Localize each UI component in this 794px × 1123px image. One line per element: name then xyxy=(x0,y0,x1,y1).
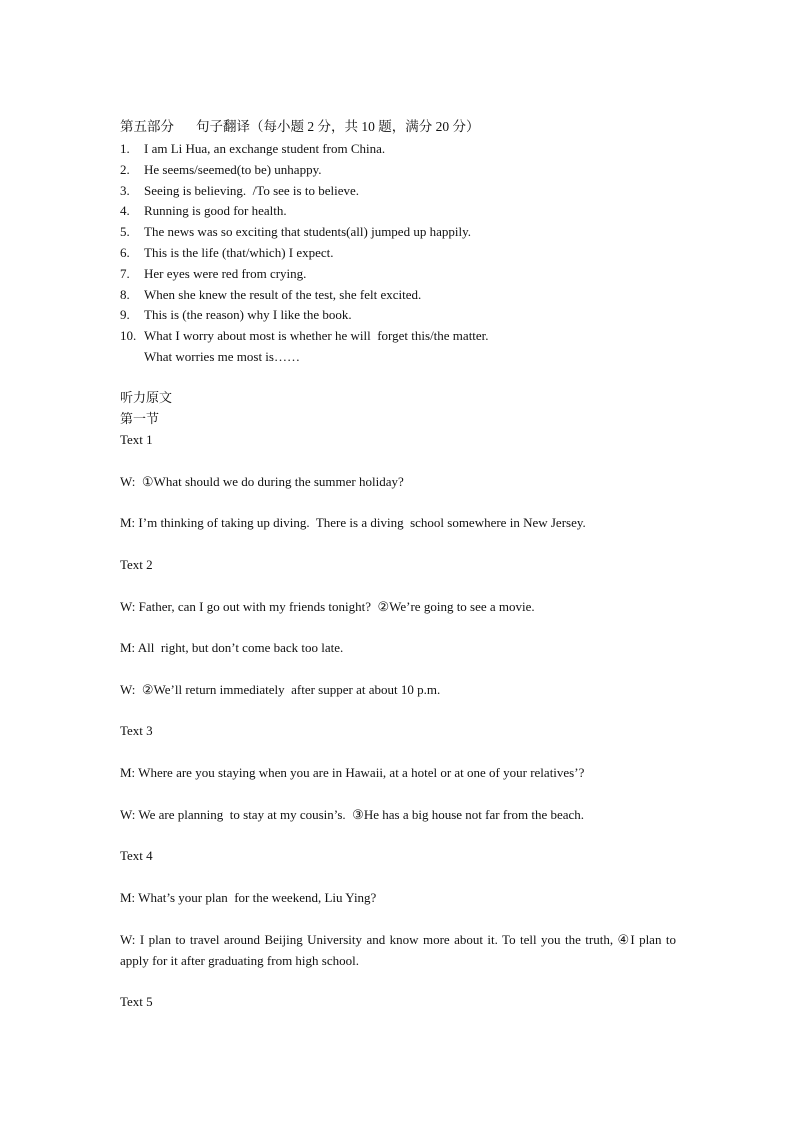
section-heading xyxy=(120,118,480,136)
item-number: 9. xyxy=(120,307,130,322)
item-text: This is (the reason) why I like the book. xyxy=(144,307,352,322)
list-item xyxy=(120,306,352,324)
item-text: This is the life (that/which) I expect. xyxy=(144,245,334,260)
list-item xyxy=(120,140,385,158)
dialogue-line: W: Father, can I go out with my friends tonight? ②We’re going to see a movie. xyxy=(120,599,535,614)
text1-label: Text 1 xyxy=(120,432,153,447)
item-text: Seeing is believing. /To see is to believe. xyxy=(144,183,359,198)
item-text: Running is good for health. xyxy=(144,203,287,218)
listening-heading: 听力原文 xyxy=(120,390,173,405)
section-title: 句子翻译（每小题 2 分，共 10 题，满分 20 分） xyxy=(196,119,480,134)
dialogue-line: M: What’s your plan for the weekend, Liu Ying? xyxy=(120,890,377,905)
item-number: 7. xyxy=(120,266,130,281)
dialogue-line: M: I’m thinking of taking up diving. There is a diving school somewhere in New Jersey. xyxy=(120,515,586,530)
item-number: 6. xyxy=(120,245,130,260)
text2-label: Text 2 xyxy=(120,557,153,572)
list-item xyxy=(120,161,322,179)
item-text: Her eyes were red from crying. xyxy=(144,266,307,281)
dialogue-line: M: All right, but don’t come back too late. xyxy=(120,640,344,655)
list-item xyxy=(120,223,471,241)
listening-subheading: 第一节 xyxy=(120,411,160,426)
dialogue-line: W: ②We’ll return immediately after supper at about 10 p.m. xyxy=(120,682,441,697)
item-text: The news was so exciting that students(all) jumped up happily. xyxy=(144,224,471,239)
list-item xyxy=(120,327,489,345)
list-item xyxy=(120,265,306,283)
item-number: 8. xyxy=(120,287,130,302)
item-number: 4. xyxy=(120,203,130,218)
list-item xyxy=(120,202,287,220)
text4-label: Text 4 xyxy=(120,848,153,863)
dialogue-line: W: ①What should we do during the summer holiday? xyxy=(120,474,404,489)
item-text: I am Li Hua, an exchange student from China. xyxy=(144,141,386,156)
item-number: 10. xyxy=(120,328,137,343)
text5-label: Text 5 xyxy=(120,994,153,1009)
text3-label: Text 3 xyxy=(120,723,153,738)
section-part-label: 第五部分 xyxy=(120,119,174,134)
list-item-continuation: What worries me most is…… xyxy=(144,349,300,364)
list-item xyxy=(120,244,334,262)
item-number: 3. xyxy=(120,183,130,198)
list-item xyxy=(120,286,421,304)
item-number: 1. xyxy=(120,141,130,156)
list-item xyxy=(120,182,359,200)
item-number: 2. xyxy=(120,162,130,177)
dialogue-line: M: Where are you staying when you are in Hawaii, at a hotel or at one of your relatives’? xyxy=(120,765,585,780)
dialogue-paragraph: W: I plan to travel around Beijing University and know more about it. To tell you the truth, ④I plan to apply for it after graduating from high school. xyxy=(120,932,676,968)
item-text: He seems/seemed(to be) unhappy. xyxy=(144,162,322,177)
item-text: When she knew the result of the test, she felt excited. xyxy=(144,287,422,302)
item-text: What I worry about most is whether he will forget this/the matter. xyxy=(144,328,489,343)
item-number: 5. xyxy=(120,224,130,239)
dialogue-line: W: We are planning to stay at my cousin’s. ③He has a big house not far from the beach. xyxy=(120,807,585,822)
